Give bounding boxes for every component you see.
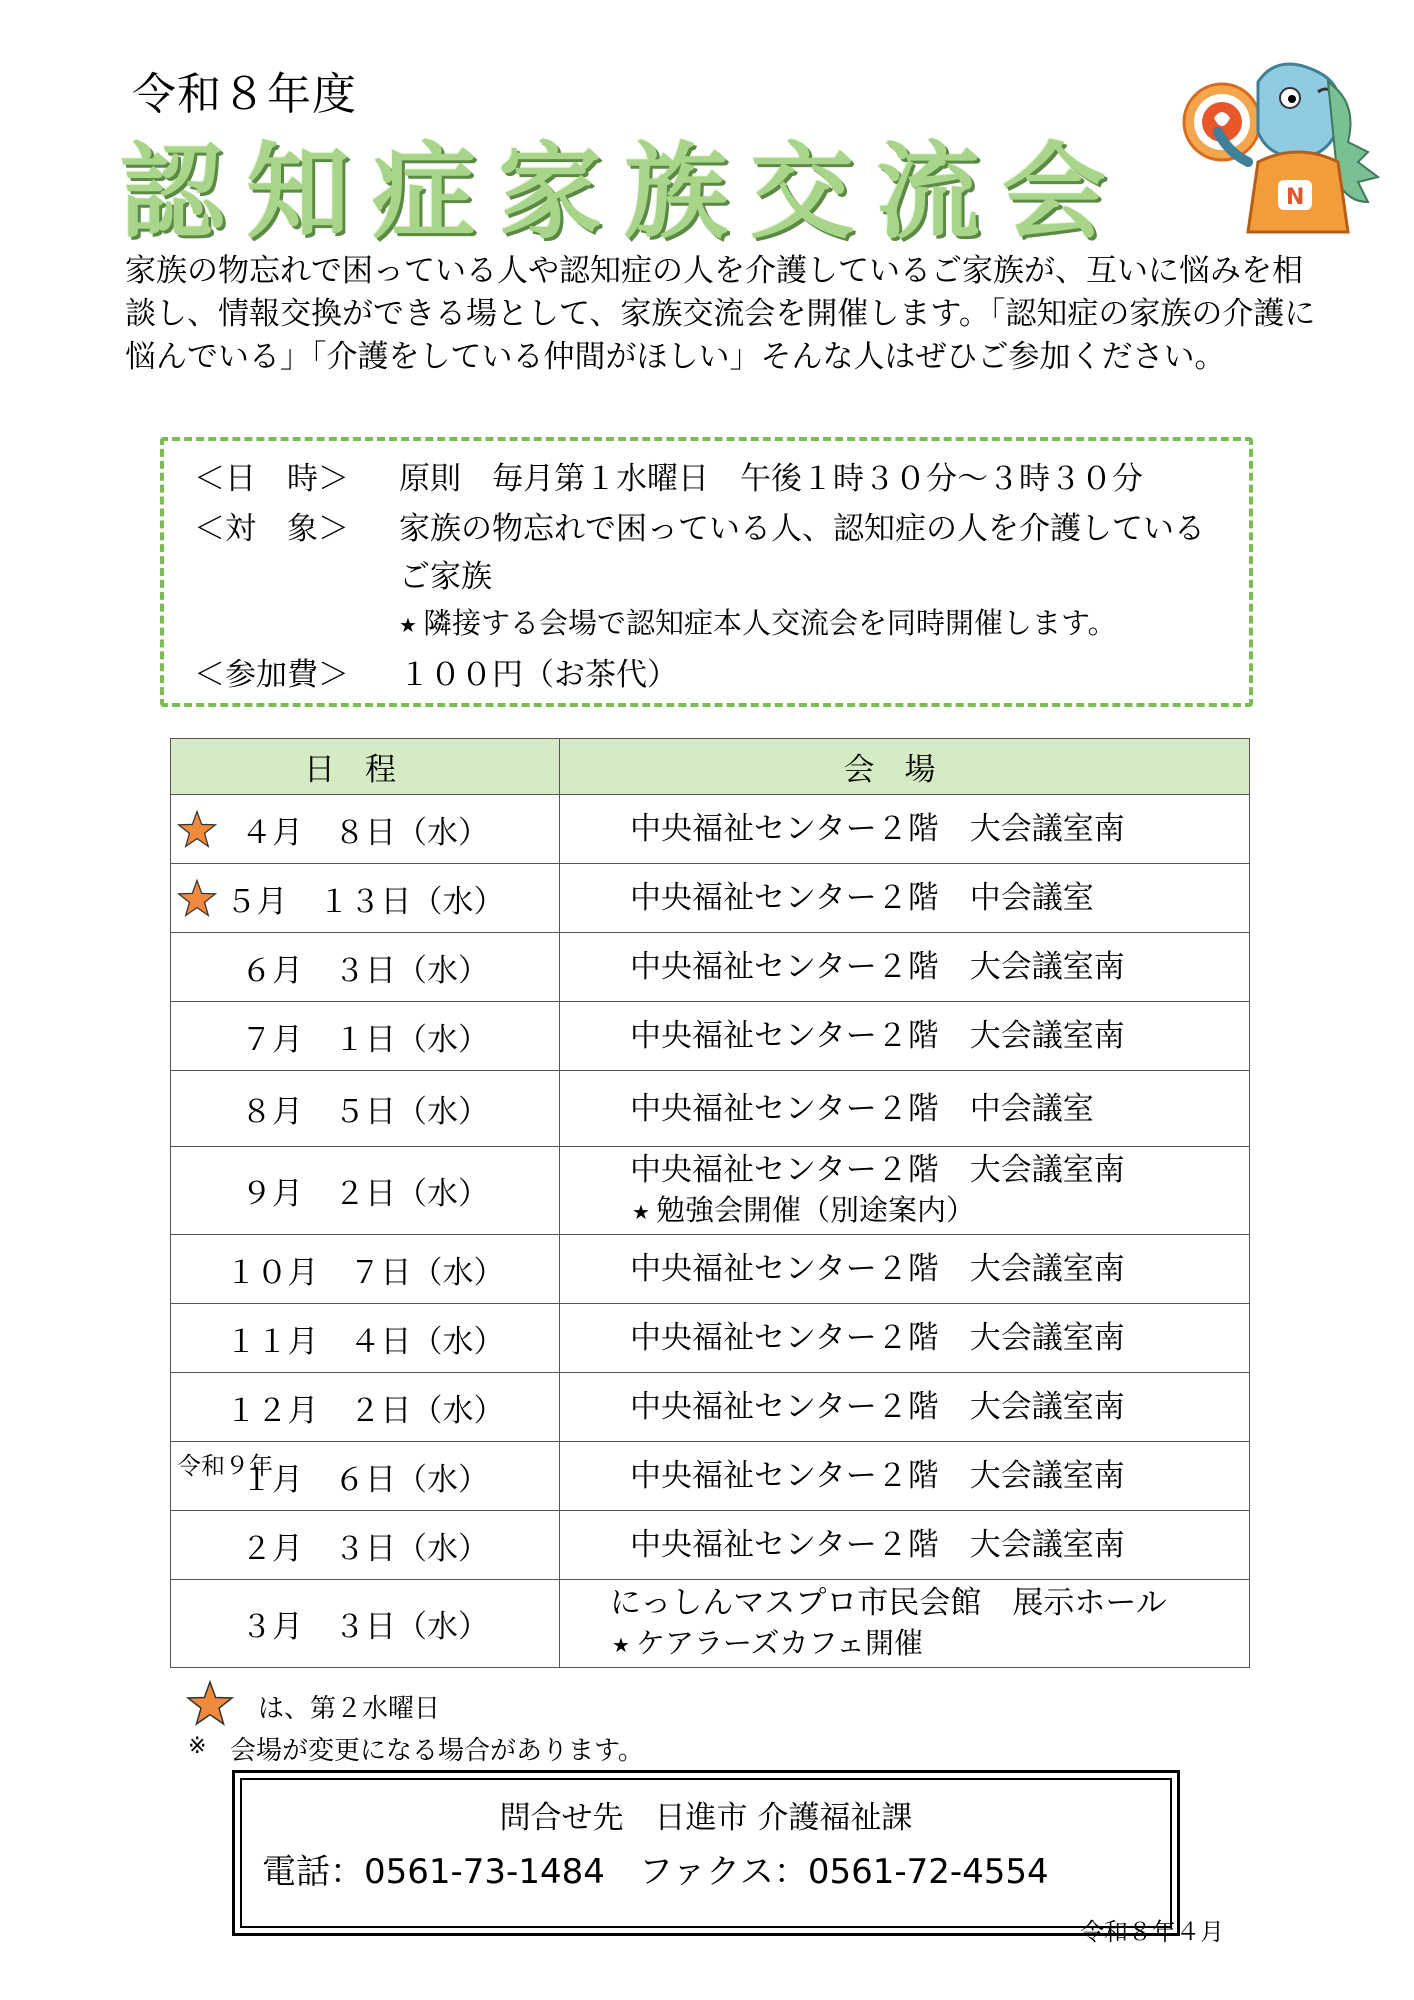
schedule-date-cell (171, 1511, 560, 1580)
schedule-venue-note (610, 1623, 1249, 1665)
schedule-date-cell (171, 1235, 560, 1304)
schedule-date: １月 ６日（水） (241, 1461, 489, 1498)
schedule-venue-cell (560, 864, 1250, 933)
footer-date: 令和８年４月 (1080, 1918, 1224, 1946)
schedule-date-cell (171, 1147, 560, 1235)
star-icon (177, 878, 217, 918)
schedule-row (171, 795, 1250, 864)
schedule-date-cell (171, 795, 560, 864)
info-target-value-2: ご家族 (399, 559, 492, 595)
info-target-value: 家族の物忘れで困っている人、認知症の人を介護している (399, 511, 1205, 547)
schedule-date-cell (171, 1071, 560, 1147)
schedule-venue: 中央福祉センター２階 大会議室南 (630, 1320, 1125, 1356)
schedule-row (171, 1511, 1250, 1580)
schedule-venue: 中央福祉センター２階 中会議室 (630, 880, 1094, 916)
schedule-header-date: 日程 (171, 739, 560, 795)
info-datetime (194, 453, 1143, 498)
note-mark: ※ (188, 1734, 207, 1759)
schedule-venue-cell (560, 1235, 1250, 1304)
schedule-venue-note (630, 1190, 1249, 1232)
schedule-date-cell (171, 1002, 560, 1071)
contact-inner-frame (240, 1778, 1172, 1928)
schedule-row (171, 1373, 1250, 1442)
schedule-venue-note-text: 勉強会開催（別途案内） (655, 1192, 975, 1227)
event-info-box (160, 437, 1253, 707)
schedule-date-cell (171, 1580, 560, 1668)
star-icon (177, 809, 217, 849)
year-label: 令和８年度 (132, 69, 357, 120)
schedule-row (171, 933, 1250, 1002)
small-star-icon: ★ (612, 1632, 630, 1657)
schedule-row (171, 1235, 1250, 1304)
schedule-date-cell (171, 864, 560, 933)
schedule-date: ４月 ８日（水） (241, 814, 489, 851)
info-fee-label: ＜参加費＞ (194, 657, 349, 693)
schedule-date-cell (171, 1442, 560, 1511)
contact-title: 問合せ先 日進市 介護福祉課 (499, 1800, 913, 1836)
schedule-date-cell (171, 1373, 560, 1442)
contact-phone: 電話：0561-73-1484 ファクス：0561-72-4554 (262, 1852, 1049, 1892)
schedule-venue: 中央福祉センター２階 大会議室南 (630, 1458, 1125, 1494)
schedule-table (170, 738, 1250, 1668)
contact-box (232, 1770, 1180, 1936)
schedule-venue: 中央福祉センター２階 大会議室南 (630, 1151, 1125, 1188)
star-icon (186, 1680, 234, 1726)
schedule-venue-cell (560, 933, 1250, 1002)
schedule-venue-cell (560, 1442, 1250, 1511)
schedule-date: ２月 ３日（水） (241, 1530, 489, 1567)
schedule-venue: 中央福祉センター２階 大会議室南 (630, 811, 1125, 847)
schedule-venue: にっしんマスプロ市民会館 展示ホール (610, 1584, 1167, 1621)
schedule-row (171, 1304, 1250, 1373)
schedule-venue-cell (560, 1002, 1250, 1071)
schedule-header-row (171, 739, 1250, 795)
info-target (194, 503, 1205, 548)
schedule-row (171, 864, 1250, 933)
schedule-venue: 中央福祉センター２階 大会議室南 (630, 949, 1125, 985)
schedule-date: ７月 １日（水） (241, 1021, 489, 1058)
schedule-date: １１月 ４日（水） (225, 1323, 505, 1360)
info-datetime-label: ＜日 時＞ (194, 461, 349, 497)
schedule-venue: 中央福祉センター２階 大会議室南 (630, 1251, 1125, 1287)
info-target-note-text: 隣接する会場で認知症本人交流会を同時開催します。 (422, 606, 1117, 640)
schedule-row (171, 1147, 1250, 1235)
note-text: 会場が変更になる場合があります。 (230, 1736, 644, 1766)
schedule-venue-cell (560, 1147, 1250, 1235)
small-star-icon: ★ (632, 1199, 650, 1224)
date-year-prefix: 令和９年 (177, 1452, 273, 1480)
schedule-venue-cell (560, 1580, 1250, 1668)
schedule-row (171, 1580, 1250, 1668)
page-title: 認知症家族交流会 (120, 131, 1129, 253)
schedule-row (171, 1071, 1250, 1147)
schedule-row (171, 1442, 1250, 1511)
schedule-venue-cell (560, 1304, 1250, 1373)
schedule-venue-cell (560, 1511, 1250, 1580)
schedule-date: １０月 ７日（水） (225, 1254, 505, 1291)
intro-text: 家族の物忘れで困っている人や認知症の人を介護しているご家族が、互いに悩みを相談し、情報交換ができる場として、家族交流会を開催します。「認知症の家族の介護に悩んでいる」「介護をしている仲間がほしい」そんな人はぜひご参加ください。 (125, 253, 1316, 375)
info-datetime-value: 原則 毎月第１水曜日 午後１時３０分～３時３０分 (399, 461, 1143, 497)
schedule-date: ５月 １３日（水） (225, 883, 505, 920)
schedule-venue-note-text: ケアラーズカフェ開催 (635, 1625, 924, 1660)
info-fee-value: １００円（お茶代） (399, 657, 678, 693)
schedule-venue: 中央福祉センター２階 大会議室南 (630, 1527, 1125, 1563)
schedule-date-cell (171, 933, 560, 1002)
small-star-icon: ★ (399, 613, 417, 637)
schedule-venue-cell (560, 795, 1250, 864)
schedule-header-venue: 会場 (560, 739, 1250, 795)
info-fee (194, 649, 678, 694)
legend-star-text: は、第２水曜日 (258, 1694, 441, 1724)
schedule-venue-cell (560, 1071, 1250, 1147)
info-target-label: ＜対 象＞ (194, 511, 349, 547)
schedule-row (171, 1002, 1250, 1071)
schedule-date: ３月 ３日（水） (241, 1609, 489, 1645)
svg-text:N: N (1286, 185, 1305, 210)
schedule-date: ６月 ３日（水） (241, 952, 489, 989)
schedule-date: ９月 ２日（水） (241, 1176, 489, 1212)
schedule-venue: 中央福祉センター２階 大会議室南 (630, 1018, 1125, 1054)
schedule-venue: 中央福祉センター２階 中会議室 (630, 1090, 1094, 1127)
schedule-venue-cell (560, 1373, 1250, 1442)
schedule-venue: 中央福祉センター２階 大会議室南 (630, 1389, 1125, 1425)
dinosaur-mascot-icon (1178, 52, 1386, 242)
schedule-date-cell (171, 1304, 560, 1373)
schedule-date: １２月 ２日（水） (225, 1392, 505, 1429)
schedule-date: ８月 ５日（水） (241, 1094, 489, 1130)
info-target-note (399, 601, 1117, 642)
